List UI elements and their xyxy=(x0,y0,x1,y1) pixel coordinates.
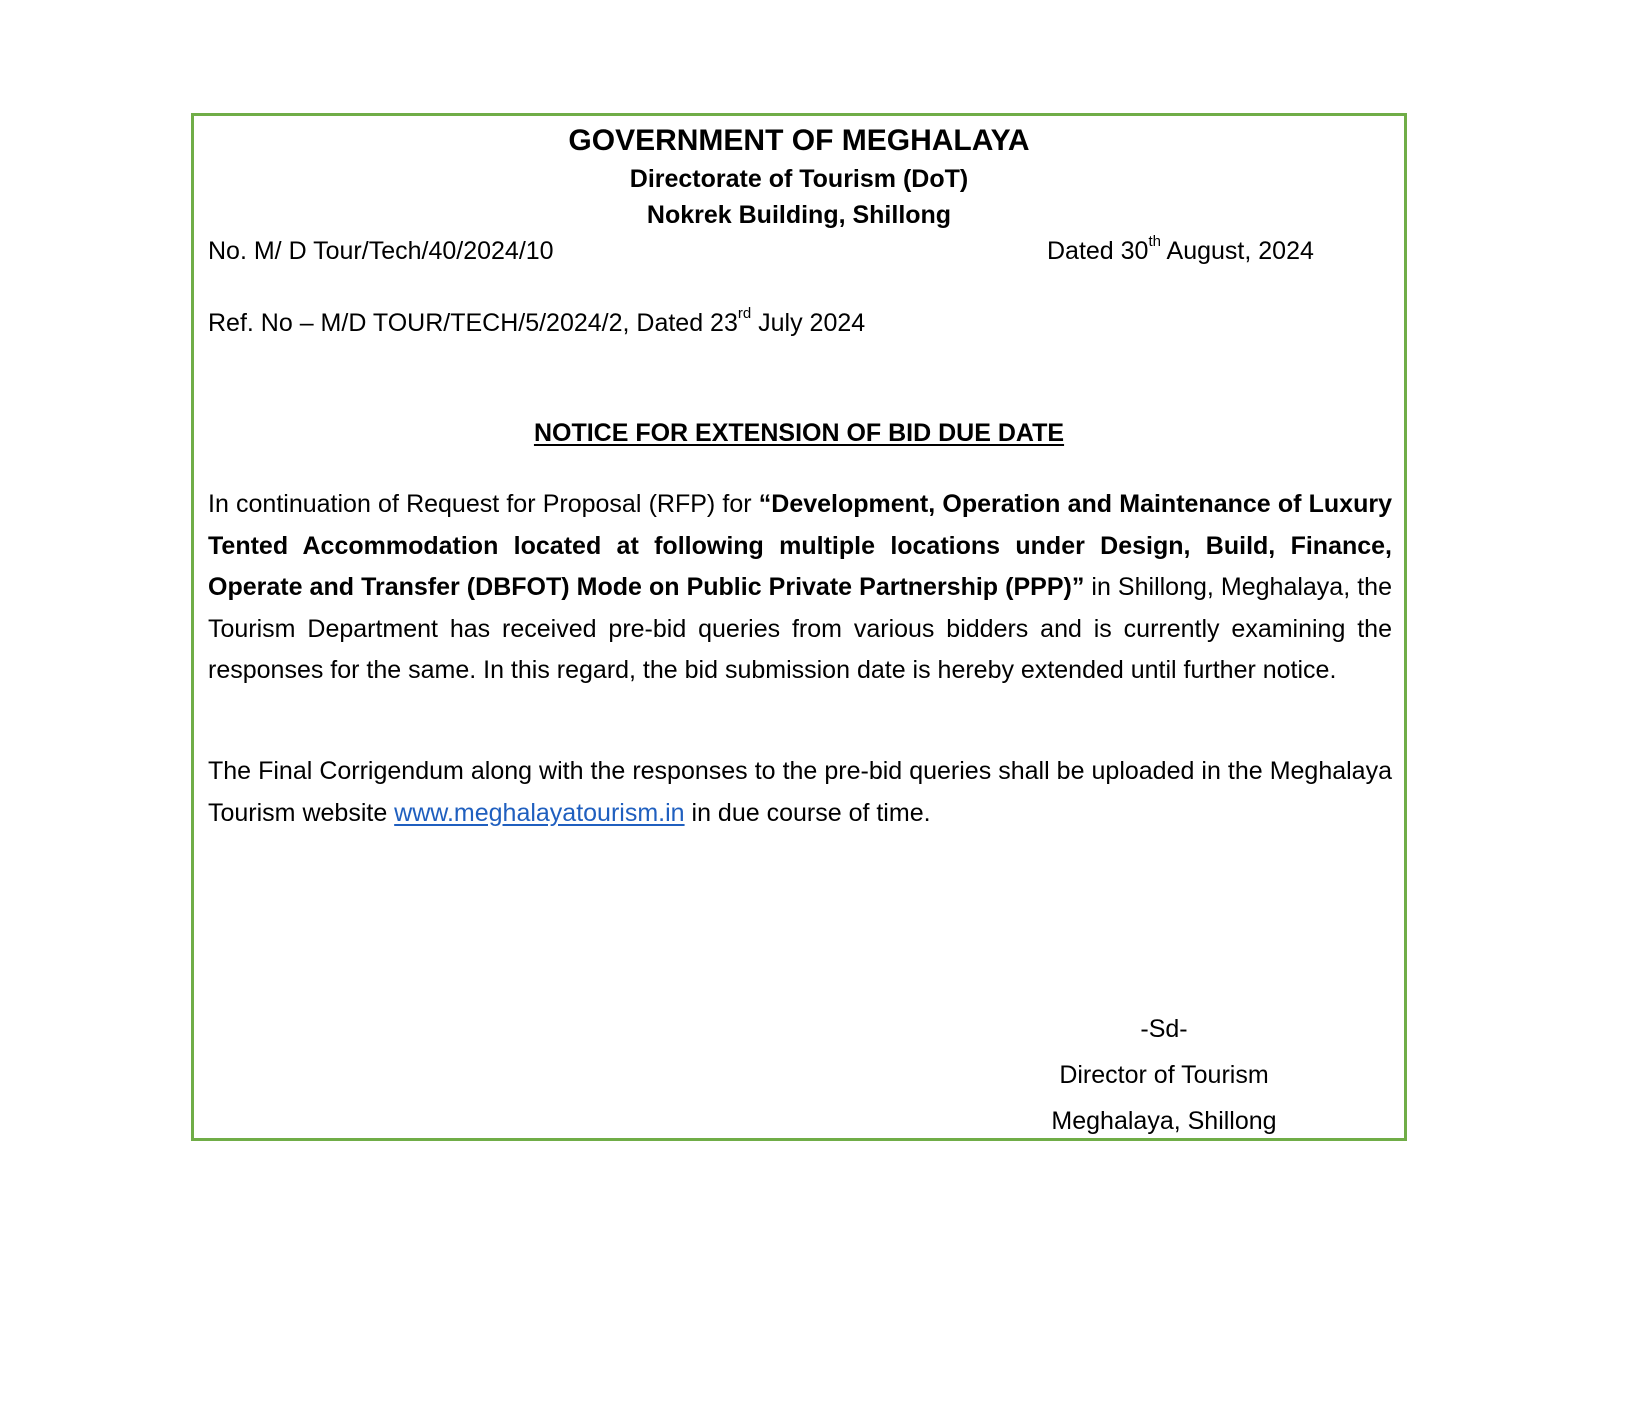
department-address: Nokrek Building, Shillong xyxy=(646,201,952,229)
signatory-designation: Director of Tourism xyxy=(1059,1061,1269,1089)
reference-ordinal: rd xyxy=(737,305,752,322)
department-name: Directorate of Tourism (DoT) xyxy=(629,165,969,193)
letter-date-prefix: Dated 30 xyxy=(1047,237,1149,265)
signatory-location: Meghalaya, Shillong xyxy=(1051,1107,1277,1135)
signature-block xyxy=(1014,1006,1314,1144)
tourism-website-link[interactable]: www.meghalayatourism.in xyxy=(394,798,685,827)
notice-title-text: NOTICE FOR EXTENSION OF BID DUE DATE xyxy=(533,419,1065,447)
letter-date-suffix: August, 2024 xyxy=(1160,237,1314,265)
reference-suffix: July 2024 xyxy=(751,309,866,337)
notice-frame xyxy=(191,113,1407,1141)
letter-date xyxy=(1047,233,1314,266)
notice-title xyxy=(194,419,1404,448)
signature-sd: -Sd- xyxy=(1140,1015,1188,1043)
letter-date-ordinal: th xyxy=(1148,233,1161,250)
reference-prefix: Ref. No – M/D TOUR/TECH/5/2024/2, Dated 23 xyxy=(208,309,738,337)
government-title: GOVERNMENT OF MEGHALAYA xyxy=(568,124,1030,157)
paragraph-2-end: in due course of time. xyxy=(684,798,931,827)
notice-paragraph-2 xyxy=(208,751,1392,834)
notice-paragraph-1 xyxy=(208,484,1392,692)
paragraph-1-body: in Shillong, Meghalaya, the Tourism Department has received pre-bid queries from various bidders and is currently examining the responses for the same. In this regard, the bid submission date is hereby extended until further notice. xyxy=(208,573,1392,684)
project-title: “Development, Operation and Maintenance of Luxury Tented Accommodation located at following multiple locations under Design, Build, Finance, Operate and Transfer (DBFOT) Mode on Public Private Partnership (PPP)” xyxy=(208,490,1392,601)
reference-number xyxy=(208,305,866,338)
paragraph-2-intro: The Final Corrigendum along with the responses to the pre-bid queries shall be uploaded in the Meghalaya Tourism website xyxy=(208,757,1392,827)
letter-number: No. M/ D Tour/Tech/40/2024/10 xyxy=(208,237,554,265)
paragraph-1-intro: In continuation of Request for Proposal (RFP) for xyxy=(208,490,759,518)
